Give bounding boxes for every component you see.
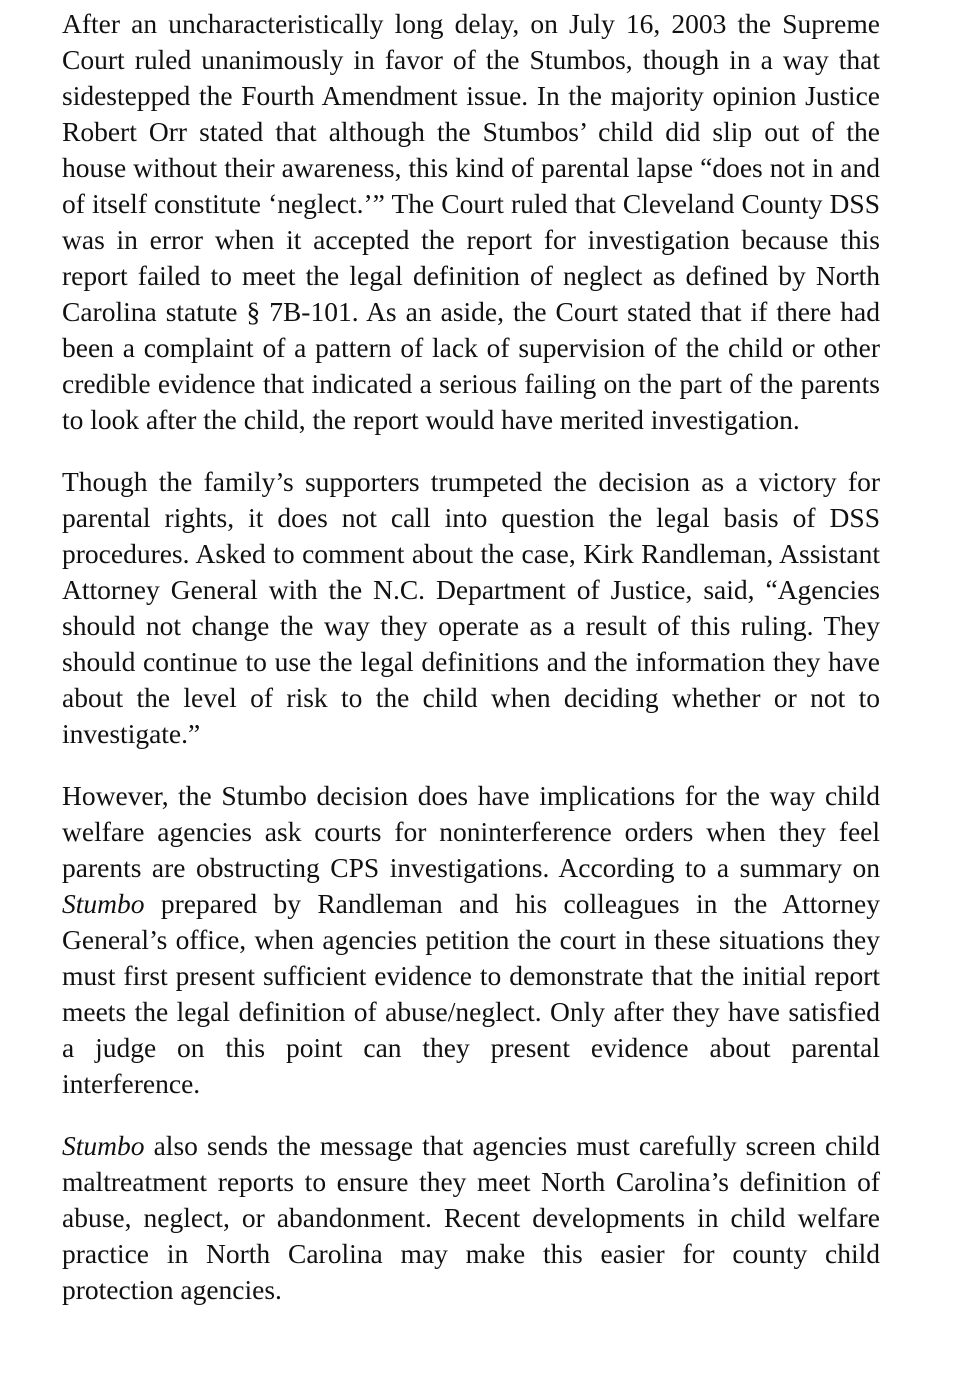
paragraph-4 — [62, 1128, 880, 1308]
paragraph-2 — [62, 464, 880, 752]
case-name-stumbo: Stumbo — [62, 888, 145, 919]
paragraph-3-text-b: prepared by Randleman and his colleagues in the Attorney General’s office, when agencies petition the court in these situations they must first present sufficient evidence to demonstrate that the initial report meets the legal definition of abuse/neglect. Only after they have satisfied a judge on this point can they present evidence about parental interference. — [62, 888, 880, 1099]
case-name-stumbo: Stumbo — [62, 1130, 145, 1161]
paragraph-4-text: also sends the message that agencies must carefully screen child maltreatment reports to ensure they meet North Carolina’s definition of abuse, neglect, or abandonment. Recent developments in child welfare practice in North Carolina may make this easier for county child protection agencies. — [62, 1130, 880, 1305]
paragraph-3 — [62, 778, 880, 1102]
paragraph-2-text: Though the family’s supporters trumpeted the decision as a victory for parental rights, it does not call into question the legal basis of DSS procedures. Asked to comment about the case, Kirk Randleman, Assistant Attorney General with the N.C. Department of Justice, said, “Agencies should not change the way they operate as a result of this ruling. They should continue to use the legal definitions and the information they have about the level of risk to the child when deciding whether or not to investigate.” — [62, 466, 880, 749]
paragraph-1-text: After an uncharacteristically long delay, on July 16, 2003 the Supreme Court ruled unanimously in favor of the Stumbos, though in a way that sidestepped the Fourth Amendment issue. In the majority opinion Justice Robert Orr stated that although the Stumbos’ child did slip out of the house without their awareness, this kind of parental lapse “does not in and of itself constitute ‘neglect.’” The Court ruled that Cleveland County DSS was in error when it accepted the report for investigation because this report failed to meet the legal definition of neglect as defined by North Carolina statute § 7B-101. As an aside, the Court stated that if there had been a complaint of a pattern of lack of supervision of the child or other credible evidence that indicated a serious failing on the part of the parents to look after the child, the report would have merited investigation. — [62, 8, 880, 435]
paragraph-1 — [62, 6, 880, 438]
document-body — [62, 6, 880, 1334]
paragraph-3-text-a: However, the Stumbo decision does have implications for the way child welfare agencies ask courts for noninterference orders when they feel parents are obstructing CPS investigations. According to a summary on — [62, 780, 880, 883]
